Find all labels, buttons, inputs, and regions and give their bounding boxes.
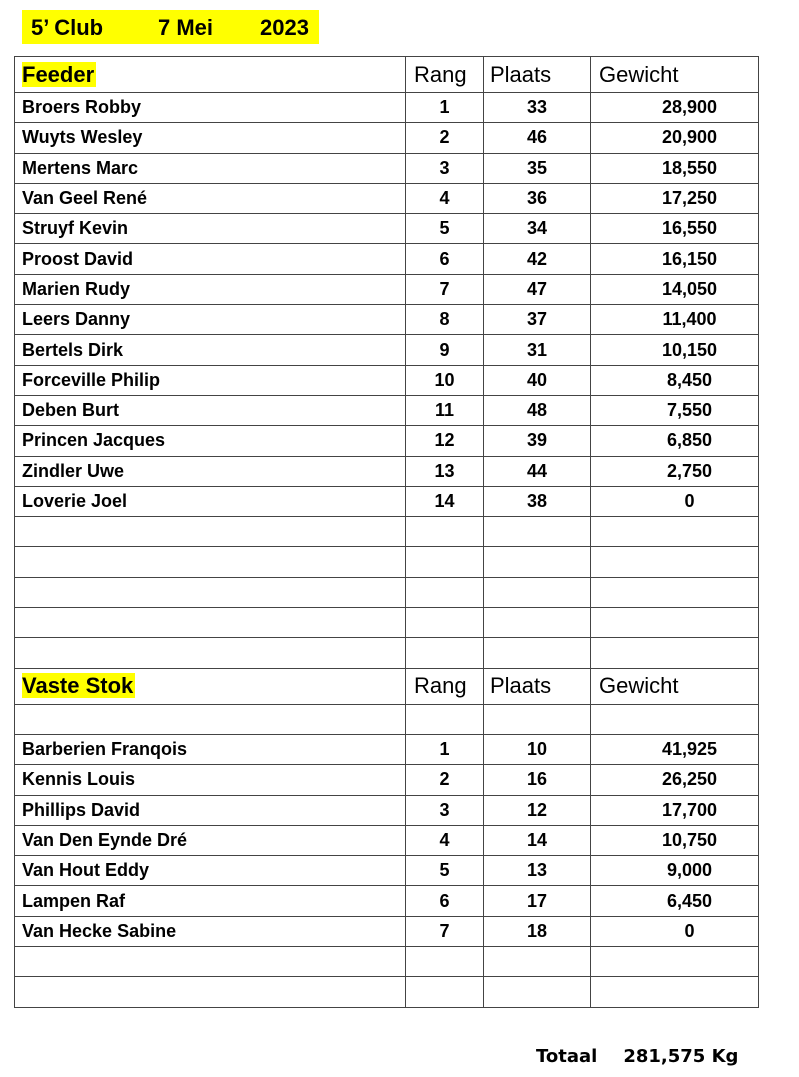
empty-cell [15, 977, 406, 1007]
column-header-gewicht: Gewicht [591, 57, 759, 93]
weight: 0 [591, 486, 759, 516]
weight: 18,550 [591, 153, 759, 183]
table-row [15, 795, 759, 825]
club-name: 5’ Club [31, 15, 104, 40]
angler-name: Van Hout Eddy [15, 856, 406, 886]
weight: 6,850 [591, 426, 759, 456]
section-title: Feeder [22, 61, 95, 87]
rank: 11 [406, 395, 484, 425]
angler-name: Struyf Kevin [15, 214, 406, 244]
table-row [15, 274, 759, 304]
empty-cell [15, 638, 406, 668]
rank: 1 [406, 734, 484, 764]
table-row [15, 244, 759, 274]
angler-name: Van Geel René [15, 183, 406, 213]
empty-cell [406, 704, 484, 734]
angler-name: Lampen Raf [15, 886, 406, 916]
column-header-gewicht: Gewicht [591, 668, 759, 704]
empty-cell [484, 517, 591, 547]
weight: 26,250 [591, 765, 759, 795]
rank: 2 [406, 765, 484, 795]
angler-name: Forceville Philip [15, 365, 406, 395]
table-row [15, 214, 759, 244]
empty-cell [484, 547, 591, 577]
rank: 7 [406, 274, 484, 304]
weight: 17,250 [591, 183, 759, 213]
section-title-cell [15, 57, 406, 93]
weight: 6,450 [591, 886, 759, 916]
weight: 14,050 [591, 274, 759, 304]
angler-name: Deben Burt [15, 395, 406, 425]
empty-cell [15, 608, 406, 638]
angler-name: Broers Robby [15, 93, 406, 123]
empty-cell [15, 704, 406, 734]
spot: 36 [484, 183, 591, 213]
weight: 0 [591, 916, 759, 946]
rank: 13 [406, 456, 484, 486]
rank: 3 [406, 795, 484, 825]
event-date: 7 Mei [158, 15, 214, 40]
weight: 7,550 [591, 395, 759, 425]
rank: 7 [406, 916, 484, 946]
total-value: 281,575 Kg [623, 1046, 739, 1067]
spot: 42 [484, 244, 591, 274]
empty-cell [484, 638, 591, 668]
empty-cell [406, 547, 484, 577]
empty-row [15, 977, 759, 1007]
weight: 9,000 [591, 856, 759, 886]
spot: 46 [484, 123, 591, 153]
empty-row [15, 704, 759, 734]
weight: 16,150 [591, 244, 759, 274]
empty-cell [591, 704, 759, 734]
angler-name: Phillips David [15, 795, 406, 825]
spot: 47 [484, 274, 591, 304]
angler-name: Barberien Franqois [15, 734, 406, 764]
empty-cell [484, 608, 591, 638]
weight: 28,900 [591, 93, 759, 123]
empty-row [15, 947, 759, 977]
total-line [536, 1046, 738, 1067]
weight: 11,400 [591, 305, 759, 335]
angler-name: Proost David [15, 244, 406, 274]
table-row [15, 486, 759, 516]
empty-row [15, 547, 759, 577]
table-row [15, 456, 759, 486]
rank: 5 [406, 856, 484, 886]
table-row [15, 765, 759, 795]
column-header-rang: Rang [406, 668, 484, 704]
spot: 18 [484, 916, 591, 946]
empty-cell [484, 704, 591, 734]
spot: 34 [484, 214, 591, 244]
rank: 6 [406, 886, 484, 916]
rank: 3 [406, 153, 484, 183]
table-row [15, 335, 759, 365]
weight: 10,750 [591, 825, 759, 855]
column-header-plaats: Plaats [484, 668, 591, 704]
empty-row [15, 577, 759, 607]
angler-name: Marien Rudy [15, 274, 406, 304]
spot: 35 [484, 153, 591, 183]
empty-cell [591, 977, 759, 1007]
rank: 14 [406, 486, 484, 516]
empty-cell [591, 947, 759, 977]
empty-cell [406, 517, 484, 547]
table-row [15, 886, 759, 916]
table-row [15, 916, 759, 946]
table-row [15, 93, 759, 123]
table-row [15, 734, 759, 764]
spot: 39 [484, 426, 591, 456]
total-label: Totaal [536, 1046, 598, 1067]
empty-cell [484, 947, 591, 977]
table-row [15, 426, 759, 456]
angler-name: Loverie Joel [15, 486, 406, 516]
rank: 10 [406, 365, 484, 395]
weight: 16,550 [591, 214, 759, 244]
spot: 14 [484, 825, 591, 855]
results-body [15, 57, 759, 1008]
weight: 20,900 [591, 123, 759, 153]
weight: 2,750 [591, 456, 759, 486]
spot: 48 [484, 395, 591, 425]
weight: 10,150 [591, 335, 759, 365]
rank: 5 [406, 214, 484, 244]
angler-name: Mertens Marc [15, 153, 406, 183]
spot: 38 [484, 486, 591, 516]
empty-cell [591, 577, 759, 607]
angler-name: Kennis Louis [15, 765, 406, 795]
spot: 16 [484, 765, 591, 795]
column-header-plaats: Plaats [484, 57, 591, 93]
spot: 40 [484, 365, 591, 395]
empty-cell [15, 547, 406, 577]
angler-name: Princen Jacques [15, 426, 406, 456]
empty-cell [406, 947, 484, 977]
spot: 37 [484, 305, 591, 335]
table-row [15, 123, 759, 153]
empty-cell [484, 577, 591, 607]
section-title: Vaste Stok [22, 673, 134, 699]
angler-name: Wuyts Wesley [15, 123, 406, 153]
document-title [22, 10, 319, 44]
empty-cell [406, 608, 484, 638]
empty-cell [591, 638, 759, 668]
spot: 33 [484, 93, 591, 123]
rank: 4 [406, 183, 484, 213]
rank: 6 [406, 244, 484, 274]
vaste_stok-header-row [15, 668, 759, 704]
empty-cell [15, 517, 406, 547]
table-row [15, 365, 759, 395]
weight: 17,700 [591, 795, 759, 825]
empty-cell [484, 977, 591, 1007]
rank: 8 [406, 305, 484, 335]
feeder-header-row [15, 57, 759, 93]
spot: 44 [484, 456, 591, 486]
rank: 9 [406, 335, 484, 365]
table-row [15, 183, 759, 213]
table-row [15, 395, 759, 425]
spot: 12 [484, 795, 591, 825]
rank: 1 [406, 93, 484, 123]
spot: 31 [484, 335, 591, 365]
empty-cell [406, 577, 484, 607]
angler-name: Van Den Eynde Dré [15, 825, 406, 855]
angler-name: Bertels Dirk [15, 335, 406, 365]
empty-row [15, 517, 759, 547]
empty-cell [406, 638, 484, 668]
rank: 4 [406, 825, 484, 855]
table-row [15, 856, 759, 886]
empty-row [15, 638, 759, 668]
spot: 13 [484, 856, 591, 886]
weight: 41,925 [591, 734, 759, 764]
empty-row [15, 608, 759, 638]
empty-cell [591, 517, 759, 547]
spot: 17 [484, 886, 591, 916]
empty-cell [15, 577, 406, 607]
empty-cell [591, 547, 759, 577]
results-table [14, 56, 759, 1008]
rank: 2 [406, 123, 484, 153]
angler-name: Van Hecke Sabine [15, 916, 406, 946]
event-year: 2023 [260, 15, 309, 40]
table-row [15, 825, 759, 855]
empty-cell [591, 608, 759, 638]
empty-cell [406, 977, 484, 1007]
spot: 10 [484, 734, 591, 764]
angler-name: Leers Danny [15, 305, 406, 335]
section-title-cell [15, 668, 406, 704]
angler-name: Zindler Uwe [15, 456, 406, 486]
rank: 12 [406, 426, 484, 456]
weight: 8,450 [591, 365, 759, 395]
table-row [15, 305, 759, 335]
column-header-rang: Rang [406, 57, 484, 93]
table-row [15, 153, 759, 183]
empty-cell [15, 947, 406, 977]
